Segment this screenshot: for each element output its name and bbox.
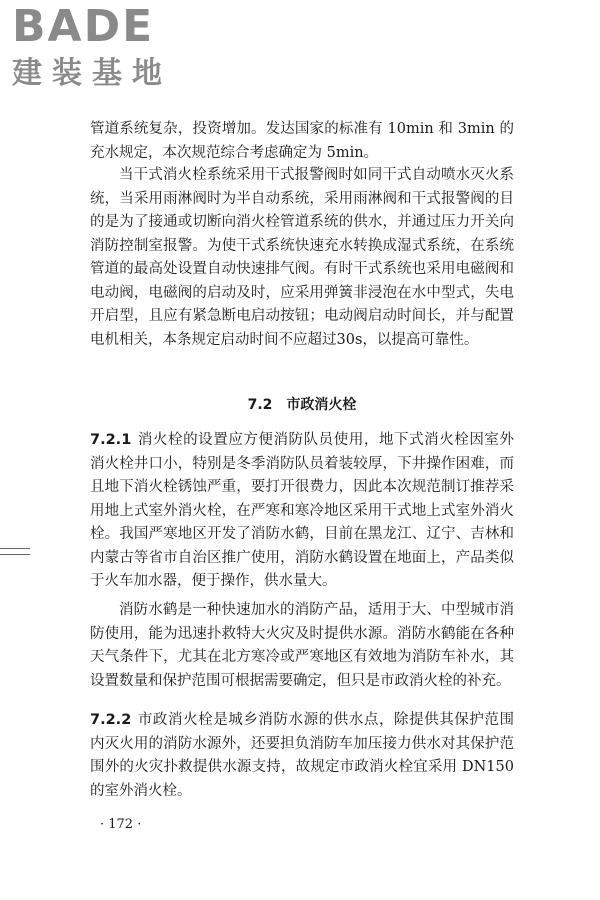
section-number: 7.2	[247, 397, 273, 413]
clause-number: 7.2.2	[90, 712, 132, 728]
logo-subtitle: 建装基地	[12, 56, 172, 91]
clause-text: 消火栓的设置应方便消防队员使用，地下式消火栓因室外消火栓井口小，特别是冬季消防队员着装较厚，下井操作困难，而且地下消火栓锈蚀严重，要打开很费力，因此本次规范制订推荐采用地上式室外消火栓，在严寒和寒冷地区采用干式地上式室外消火栓。我国严寒地区开发了消防水鹤，目前在黑龙江、辽宁、吉林和内蒙古等省市自治区推广使用，消防水鹤设置在地面上，产品类似于火车加水器，便于操作，供水量大。	[90, 432, 514, 589]
section-heading	[90, 395, 514, 415]
logo-wordmark: BADE	[12, 1, 155, 52]
paragraph-dry-hydrant-system: 当干式消火栓系统采用干式报警阀时如同干式自动喷水灭火系统，当采用雨淋阀时为半自动系统，采用雨淋阀和干式报警阀的目的是为了接通或切断向消火栓管道系统的供水，并通过压力开关向消防控制室报警。为使干式系统快速充水转换成湿式系统，在系统管道的最高处设置自动快速排气阀。有时干式系统也采用电磁阀和电动阀，电磁阀的启动及时，应采用弹簧非浸泡在水中型式，失电开启型，且应有紧急断电启动按钮；电动阀启动时间长，并与配置电机相关，本条规定启动时间不应超过30s，以提高可靠性。	[90, 167, 514, 348]
margin-mark	[0, 548, 30, 555]
bade-logo	[12, 1, 182, 94]
section-title: 市政消火栓	[286, 397, 357, 413]
clause-number: 7.2.1	[90, 432, 132, 448]
clause-7-2-1	[90, 429, 514, 594]
clause-text: 市政消火栓是城乡消防水源的供水点，除提供其保护范围内灭火用的消防水源外，还要担负消防车加压接力供水对其保护范围外的火灾扑救提供水源支持，故规定市政消火栓宜采用 DN150 的室外消火栓。	[90, 712, 514, 799]
paragraph-continued: 管道系统复杂，投资增加。发达国家的标准有 10min 和 3min 的充水规定，本次规范综合考虑确定为 5min。	[90, 121, 514, 161]
clause-7-2-2	[90, 709, 514, 803]
paragraph-fire-water-crane: 消防水鹤是一种快速加水的消防产品，适用于大、中型城市消防使用，能为迅速扑救特大火灾及时提供水源。消防水鹤能在各种天气条件下，尤其在北方寒冷或严寒地区有效地为消防车补水，其设置数量和保护范围可根据需要确定，但只是市政消火栓的补充。	[90, 602, 514, 689]
page-number: · 172 ·	[100, 817, 142, 832]
